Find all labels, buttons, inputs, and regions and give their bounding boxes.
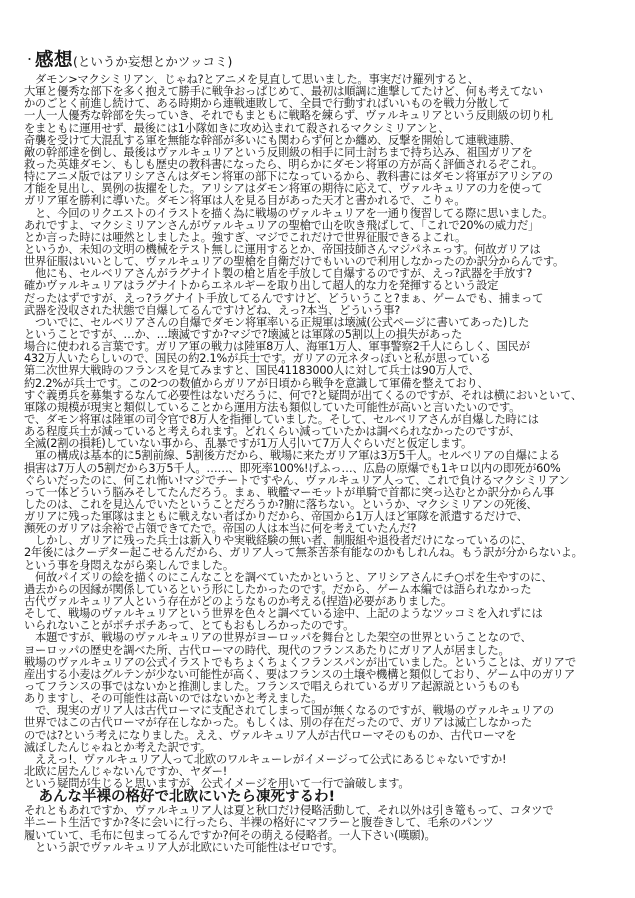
text-line: で、ダモン将軍は陸軍の司令官で8万人を指揮していました。そして、セルベリアさんが自爆した時には xyxy=(24,412,539,426)
text-line: ありますし、その可能性は高いのではないかと考えました。 xyxy=(24,692,323,706)
text-line: しかし、ガリアに残った兵士は新入りや実戦経験の無い者、制服組や退役者だけになっているのに、 xyxy=(24,534,533,548)
text-line: 大軍と優秀な部下を多く抱えて勝手に戦争おっぱじめて、最初は順調に進撃してたけど、何も考えてない xyxy=(24,85,543,99)
text-line: 何故パイズリの絵を描くのにこんなことを調べていたかというと、アリシアさんにチ○ポを生やすのに、 xyxy=(24,570,553,584)
text-line: ガリア軍を勝利に導いた。ダモン将軍は人を見る目があった天才と書かれるで、こりゃ。 xyxy=(24,194,466,208)
text-line: 滅ぼしたんじゃねとか考えた訳です。 xyxy=(24,740,211,754)
text-line: 過去からの因縁が関係しているという形にしたかったのです。だから、ゲーム本編では語られなかった xyxy=(24,582,532,596)
text-line: ぐらいだったのに、何これ怖い!マジでチートですやん、ヴァルキュリア人って、これで負けるマクシミリアン xyxy=(24,473,570,487)
text-line: 世界征服はいいとして、ヴァルキュリアの聖槍を自衛だけでもいいので利用しなかったのか訳分からんです。 xyxy=(24,255,565,269)
text-line: という疑問が生じると思いますが、公式イメージを用いて一行で論破します。 xyxy=(24,777,410,791)
text-line: 軍隊の規模が現実と類似していることから運用方法も類似していた可能性が高いと言いたいのです。 xyxy=(24,400,521,414)
text-line: をまともに運用せず、最後には1小隊如きに攻め込まれて殺されるマクシミリアンと、 xyxy=(24,121,450,135)
text-line: あれですよ、マクシミリアンさんがヴァルキュリアの聖槍で山を吹き飛ばして、「これで20%の威力だ」 xyxy=(24,218,540,232)
text-line: したのは、これを見込んでいたということだろうか?腑に落ちない。というか、マクシミリアンの死後、 xyxy=(24,497,538,511)
text-line: ついでに、セルベリアさんの自爆でダモン将軍率いる正規軍は壊滅(公式ページに書いてあった)した xyxy=(24,315,530,329)
text-content xyxy=(24,50,620,854)
text-line: 才能を見出し、異例の抜擢をした。アリシアはダモン将軍の期待に応えて、ヴァルキュリアの力を使って xyxy=(24,182,543,196)
text-body xyxy=(24,74,620,854)
text-line: 武器を没収された状態で自爆してるんですけどね、えっ?本当、どういう事? xyxy=(24,303,401,317)
text-line: いられないことがポチポチあって、とてもおもしろかったのです。 xyxy=(24,619,355,633)
text-line: ヨーロッパの歴史を調べた所、古代ローマの時代、現代のフランスあたりにガリア人が居ました。 xyxy=(24,643,510,657)
text-line: 軍の構成は基本的に5割前線、5割後方だから、戦場に来たガリア軍は3万5千人。セルベリアの自爆による xyxy=(24,449,560,463)
text-line: 古代ヴァルキュリア人という存在がどのようなものか考える(捏造)必要がありました。 xyxy=(24,595,452,609)
text-line: ある程度兵士が減っていると考えられます。どれくらい減っていたかは調べられなかったのですが、 xyxy=(24,425,521,439)
text-line: という訳でヴァルキュリア人が北欧にいた可能性はゼロです。 xyxy=(24,840,344,854)
text-line: 第二次世界大戦時のフランスを見てみますと、国民41183000人に対して兵士は90万人で、 xyxy=(24,364,480,378)
text-line: 奇襲を受けて大混乱する軍を無能な幹部が多いにも関わらず何とか纏め、反撃を開始して連戦連勝、 xyxy=(24,133,521,147)
text-line: かのごとく前進し続けて、ある時期から連戦連敗して、全員で行動すればいいものを戦力分散して xyxy=(24,97,510,111)
text-line: 半ニート生活ですか?冬に会いに行ったら、半裸の格好にマフラーと腹巻きして、毛糸のパンツ xyxy=(24,816,494,830)
text-line: ダモン>マクシミリアン、じゃね?とアニメを見直して思いました。事実だけ羅列すると、 xyxy=(24,73,479,86)
text-line: で、現実のガリア人は古代ローマに支配されてしまって国が無くなるのですが、戦場のヴァルキュリアの xyxy=(24,704,554,718)
text-line: 損害は7万人の5割だから3万5千人。……、即死率100%!げふっ…、広島の原爆でも1キロ以内の即死が60% xyxy=(24,461,561,475)
text-line: というか、未知の文明の機械をテスト無しに運用するとか、帝国技師さんマジパネェっす。何故ガリアは xyxy=(24,242,541,256)
text-line: 432万人いたらしいので、国民の約2.1%が兵士です。ガリアの元ネタっぽいと私が思っている xyxy=(24,352,491,366)
text-line: のでは?という考えになりました。ええ、ヴァルキュリア人が古代ローマそのものか、古代ローマを xyxy=(24,728,517,742)
text-line: 世界ではこの古代ローマが存在しなかった。もしくは、別の存在だったので、ガリアは滅亡しなかった xyxy=(24,716,532,730)
text-line: 履いていて、毛布に包まってるんですか?何その萌える侵略者。一人下さい(嘆願)。 xyxy=(24,828,436,842)
text-line: 場合に使われる言葉です。ガリア軍の戦力は陸軍8万人、海軍1万人、軍事警察2千人にらしく、国民が xyxy=(24,340,530,354)
text-line: 戦場のヴァルキュリアの公式イラストでもちょくちょくフランスパンが出ていました。ということは、ガリアで xyxy=(24,655,576,669)
text-line: とか言った時には唖然としましたよ。強すぎ、マジでこれだけで世界征服できるよこれ。 xyxy=(24,230,467,244)
text-line: それともあれですか、ヴァルキュリア人は夏と秋口だけ侵略活動して、それ以外は引き篭もって、コタツで xyxy=(24,804,554,818)
text-line: ってフランスの事ではないかと推測しました。フランスで唱えられているガリア起源説というものも xyxy=(24,680,521,694)
text-line: そして、戦場のヴァルキュリアという世界を色々と調べている途中、上記のようなツッコミを入れずには xyxy=(24,607,543,621)
text-line: 2年後にはクーデター起こせるんだから、ガリア人って無茶苦茶有能なのかもしれんね。もう訳が分からないよ。 xyxy=(24,546,583,560)
title-bullet: ・ xyxy=(24,53,35,66)
text-line: ええっ!、ヴァルキュリア人って北欧のワルキューレがイメージって公式にあるじゃないですか! xyxy=(24,752,507,766)
text-line: 敵の幹部達を倒し、最後はヴァルキュリアという反則級の相手に同士討ちまで持ち込み、祖国ガリアを xyxy=(24,145,533,159)
text-line: 本題ですが、戦場のヴァルキュリアの世界がヨーロッパを舞台とした架空の世界ということなので、 xyxy=(24,631,532,645)
text-line: 産出する小麦はグルテンが少ない可能性が高く、要はフランスの土壌や機構と類似しており、ゲーム中のガリア xyxy=(24,667,575,681)
text-line: 全滅(2割の損耗)していない事から、乱暴ですが1万人引いて7万人ぐらいだと仮定します。 xyxy=(24,437,473,451)
text-line: ガリアに残った軍隊はまともに戦えない者ばかりだから、帝国から1万人ほど軍隊を派遣するだけで、 xyxy=(24,510,528,524)
text-line: ということですが、…か、…壊滅ですか?マジで?壊滅とは軍隊の5割以上の損失があった xyxy=(24,327,463,341)
text-line: 一人一人優秀な幹部を失っていき、それでもまともに戦略を練らず、ヴァルキュリアという反則級の切り札 xyxy=(24,109,553,123)
emphasis-line: あんな半裸の格好で北欧にいたら凍死するわ! xyxy=(24,789,336,806)
title-main: 感想 xyxy=(35,50,74,71)
text-line: という事を身悶えながら楽しんでました。 xyxy=(24,558,234,572)
page-title xyxy=(24,50,620,72)
title-subtitle: (というか妄想とかツッコミ) xyxy=(73,54,233,69)
text-line: だったはずですが、えっ?ラグナイト手放してるんですけど、どういうこと?まぁ、ゲームでも、捕まって xyxy=(24,291,544,305)
text-line: 瀕死のガリアは余裕で占領できてたで。帝国の人は本当に何を考えていたんだ? xyxy=(24,522,417,536)
text-line: 特にアニメ版ではアリシアさんはダモン将軍の部下になっているから、教科書にはダモン将軍がアリシアの xyxy=(24,170,553,184)
text-line: って一体どういう脳みそしてたんだろう。まぁ、戦艦マーモットが単騎で首都に突っ込むとか訳分からん事 xyxy=(24,485,554,499)
text-line: 救った英雄ダモン、もしも歴史の教科書になったら、明らかにダモン将軍の方が高く評価されるぞこれ。 xyxy=(24,157,543,171)
text-line: すぐ義勇兵を募集するなんて必要性はないだろうに、何で?と疑問が出てくるのですが、それは横においといて、 xyxy=(24,388,582,402)
text-line: 北欧に居たんじゃないんですか、ヤダー! xyxy=(24,765,228,779)
text-line: 確かヴァルキュリアはラグナイトからエネルギーを取り出して超人的な力を発揮するという設定 xyxy=(24,279,499,293)
text-line: と、今回のリクエストのイラストを描く為に戦場のヴァルキュリアを一通り復習してる際に思いました。 xyxy=(24,206,554,220)
text-line: 他にも、セルベリアさんがラグナイト製の槍と盾を手放して自爆するのですが、えっ?武器を手放す? xyxy=(24,267,532,281)
text-line: 約2.2%が兵士です。この2つの数値からガリアが日頃から戦争を意識して軍備を整えており、 xyxy=(24,376,489,390)
